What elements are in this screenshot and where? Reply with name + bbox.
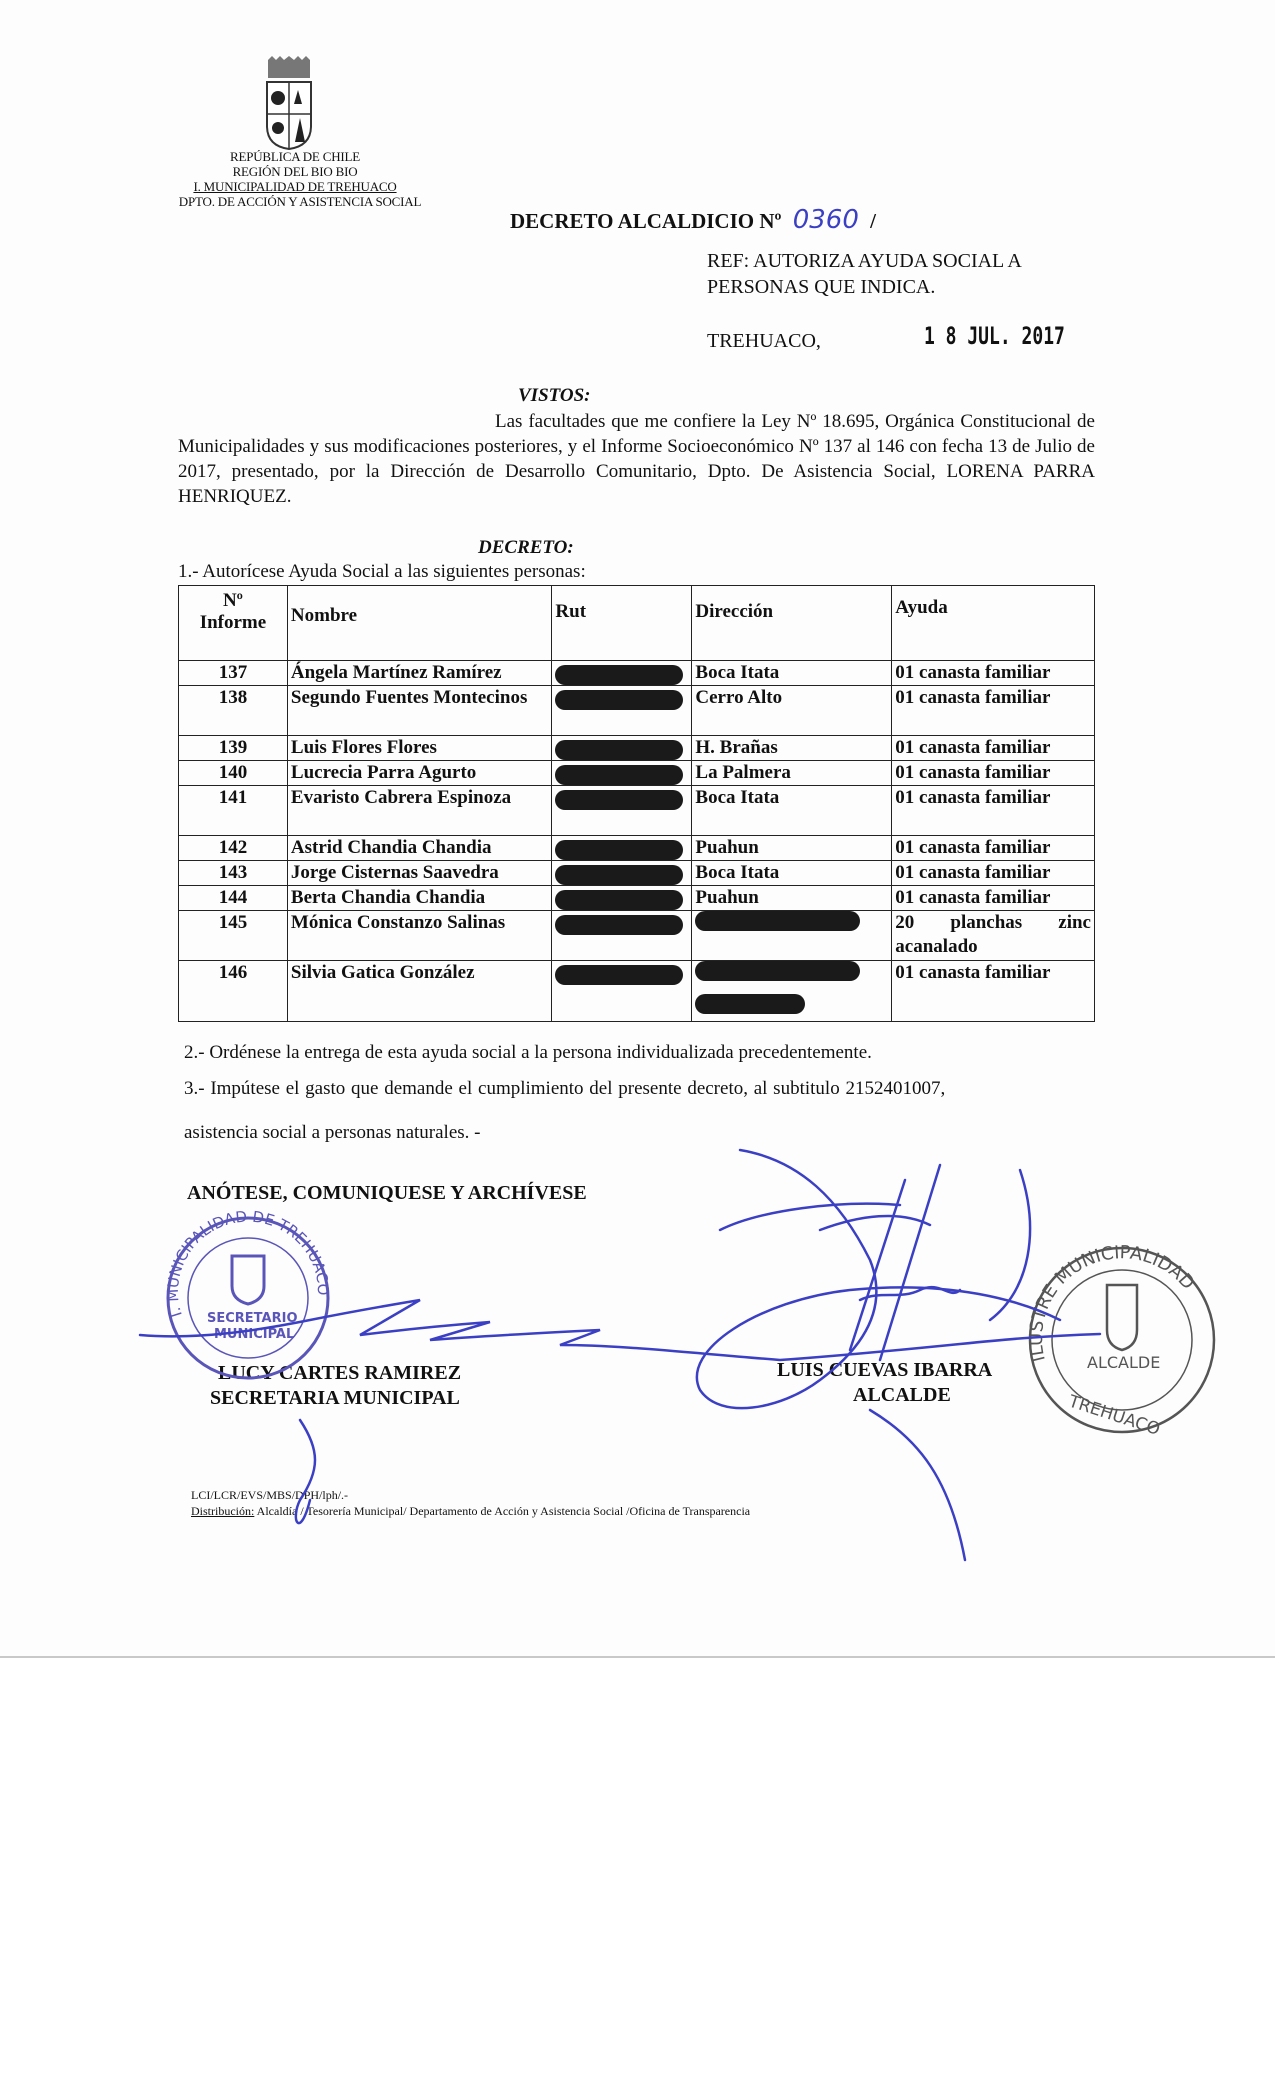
closing-formula: ANÓTESE, COMUNIQUESE Y ARCHÍVESE — [187, 1182, 587, 1204]
ayuda-cell: 01 canasta familiar — [892, 661, 1095, 686]
svg-text:ILUSTRE MUNICIPALIDAD: ILUSTRE MUNICIPALIDAD — [1025, 1242, 1199, 1364]
direccion-cell: Boca Itata — [692, 786, 892, 836]
table-row — [179, 661, 1095, 686]
direccion-cell: Puahun — [692, 836, 892, 861]
rut-cell-redacted — [552, 686, 692, 736]
header-rut: Rut — [552, 586, 692, 661]
redaction-mark — [555, 765, 683, 785]
nombre-cell: Ángela Martínez Ramírez — [287, 661, 552, 686]
ayuda-cell: 01 canasta familiar — [892, 836, 1095, 861]
header-region: REGIÓN DEL BIO BIO — [232, 164, 358, 179]
rut-cell-redacted — [552, 961, 692, 1022]
header-direccion: Dirección — [692, 586, 892, 661]
svg-text:SECRETARIO: SECRETARIO — [207, 1311, 298, 1326]
informe-number-cell: 143 — [179, 861, 288, 886]
nombre-cell: Astrid Chandia Chandia — [287, 836, 552, 861]
decree-slash: / — [870, 209, 876, 233]
table-row — [179, 736, 1095, 761]
redaction-mark — [555, 865, 683, 885]
direccion-cell: La Palmera — [692, 761, 892, 786]
table-row — [179, 786, 1095, 836]
vistos-text: Las facultades que me confiere la Ley Nº 18.695, Orgánica Constitucional de Municipalidades y sus modificaciones posteriores, y el Informe Socioeconómico Nº 137 al 146 con fecha 13 de Julio de 2017, presentado, por la Dirección de Desarrollo Comunitario, Dpto. De Asistencia Social, LORENA PARRA HENRIQUEZ. — [178, 411, 1095, 507]
redaction-mark — [555, 890, 683, 910]
distribution-list: Alcaldía / Tesorería Municipal/ Departamento de Acción y Asistencia Social /Oficina de Transparencia — [254, 1504, 751, 1518]
municipal-crest-icon — [262, 56, 316, 150]
nombre-cell: Silvia Gatica González — [287, 961, 552, 1022]
svg-text:ALCALDE: ALCALDE — [1087, 1353, 1161, 1372]
header-nombre: Nombre — [287, 586, 552, 661]
informe-number-cell: 138 — [179, 686, 288, 736]
informe-number-cell: 139 — [179, 736, 288, 761]
decree-title-label: DECRETO ALCALDICIO Nº — [510, 209, 782, 233]
footer-initials: LCI/LCR/EVS/MBS/DPH/lph/.- — [191, 1488, 349, 1502]
direccion-cell: Puahun — [692, 886, 892, 911]
decreto-item-1: 1.- Autorícese Ayuda Social a las siguientes personas: — [178, 561, 586, 582]
ayuda-cell: 01 canasta familiar — [892, 786, 1095, 836]
beneficiaries-table — [178, 585, 1095, 1022]
place: TREHUACO, — [707, 330, 821, 352]
ref-line-1: REF: AUTORIZA AYUDA SOCIAL A — [707, 250, 1022, 272]
footer-distribution — [191, 1504, 750, 1519]
header-municipalidad: I. MUNICIPALIDAD DE TREHUACO — [193, 179, 397, 194]
ref-line-2: PERSONAS QUE INDICA. — [707, 276, 936, 298]
nombre-cell: Lucrecia Parra Agurto — [287, 761, 552, 786]
svg-text:I. MUNICIPALIDAD DE TREHUACO: I. MUNICIPALIDAD DE TREHUACO — [163, 1207, 333, 1320]
nombre-cell: Evaristo Cabrera Espinoza — [287, 786, 552, 836]
header-informe: Nº Informe — [179, 586, 288, 661]
redaction-mark — [695, 994, 805, 1014]
table-row — [179, 761, 1095, 786]
redaction-mark — [555, 840, 683, 860]
rut-cell-redacted — [552, 736, 692, 761]
date-stamp: 1 8 JUL. 2017 — [924, 322, 1065, 350]
informe-number-cell: 145 — [179, 911, 288, 961]
direccion-cell: Cerro Alto — [692, 686, 892, 736]
rut-cell-redacted — [552, 786, 692, 836]
direccion-cell: Boca Itata — [692, 861, 892, 886]
direccion-cell: Boca Itata — [692, 661, 892, 686]
header-ayuda: Ayuda — [892, 586, 1095, 661]
redaction-mark — [555, 790, 683, 810]
rut-cell-redacted — [552, 761, 692, 786]
svg-text:MUNICIPAL: MUNICIPAL — [214, 1327, 295, 1342]
direccion-cell: H. Brañas — [692, 736, 892, 761]
nombre-cell: Berta Chandia Chandia — [287, 886, 552, 911]
rut-cell-redacted — [552, 911, 692, 961]
decreto-item-3-line-1: 3.- Impútese el gasto que demande el cumplimiento del presente decreto, al subtitulo 2152401007, — [184, 1078, 946, 1099]
decree-title — [510, 205, 876, 235]
rut-cell-redacted — [552, 661, 692, 686]
nombre-cell: Mónica Constanzo Salinas — [287, 911, 552, 961]
direccion-cell — [692, 961, 892, 1022]
ayuda-cell: 20 planchas zinc acanalado — [892, 911, 1095, 961]
header-departamento: DPTO. DE ACCIÓN Y ASISTENCIA SOCIAL — [178, 194, 422, 209]
right-signatory-name: LUIS CUEVAS IBARRA — [777, 1359, 993, 1381]
table-row — [179, 686, 1095, 736]
direccion-cell — [692, 911, 892, 961]
nombre-cell: Segundo Fuentes Montecinos — [287, 686, 552, 736]
redaction-mark — [555, 915, 683, 935]
informe-number-cell: 137 — [179, 661, 288, 686]
redaction-mark — [695, 911, 860, 931]
nombre-cell: Jorge Cisternas Saavedra — [287, 861, 552, 886]
table-row — [179, 961, 1095, 1022]
mayor-stamp-icon — [1026, 1242, 1214, 1440]
redaction-mark — [555, 665, 683, 685]
right-signatory-title: ALCALDE — [853, 1384, 951, 1406]
informe-number-cell: 141 — [179, 786, 288, 836]
informe-number-cell: 144 — [179, 886, 288, 911]
ayuda-cell: 01 canasta familiar — [892, 861, 1095, 886]
redaction-mark — [555, 740, 683, 760]
secretary-stamp-icon — [164, 1207, 332, 1378]
svg-text:TREHUACO: TREHUACO — [1066, 1391, 1163, 1440]
ayuda-cell: 01 canasta familiar — [892, 886, 1095, 911]
decree-number: 0360 — [792, 205, 859, 235]
left-signatory-name: LUCY CARTES RAMIREZ — [218, 1362, 462, 1384]
table-header-row — [179, 586, 1095, 661]
ayuda-cell: 01 canasta familiar — [892, 961, 1095, 1022]
distribution-label: Distribución: — [191, 1504, 255, 1518]
header-republica: REPÚBLICA DE CHILE — [229, 149, 360, 164]
redaction-mark — [695, 961, 860, 981]
rut-cell-redacted — [552, 836, 692, 861]
informe-number-cell: 146 — [179, 961, 288, 1022]
ayuda-cell: 01 canasta familiar — [892, 761, 1095, 786]
redaction-mark — [555, 965, 683, 985]
informe-number-cell: 142 — [179, 836, 288, 861]
decreto-heading: DECRETO: — [478, 537, 574, 558]
table-row — [179, 836, 1095, 861]
vistos-heading: VISTOS: — [518, 385, 591, 406]
nombre-cell: Luis Flores Flores — [287, 736, 552, 761]
table-row — [179, 911, 1095, 961]
decreto-item-2: 2.- Ordénese la entrega de esta ayuda social a la persona individualizada precedentemente. — [184, 1042, 872, 1063]
table-row — [179, 886, 1095, 911]
ayuda-cell: 01 canasta familiar — [892, 686, 1095, 736]
rut-cell-redacted — [552, 886, 692, 911]
informe-number-cell: 140 — [179, 761, 288, 786]
decreto-item-3-line-2: asistencia social a personas naturales. - — [184, 1122, 481, 1143]
left-signatory-title: SECRETARIA MUNICIPAL — [210, 1387, 460, 1409]
rut-cell-redacted — [552, 861, 692, 886]
redaction-mark — [555, 690, 683, 710]
table-row — [179, 861, 1095, 886]
ayuda-cell: 01 canasta familiar — [892, 736, 1095, 761]
